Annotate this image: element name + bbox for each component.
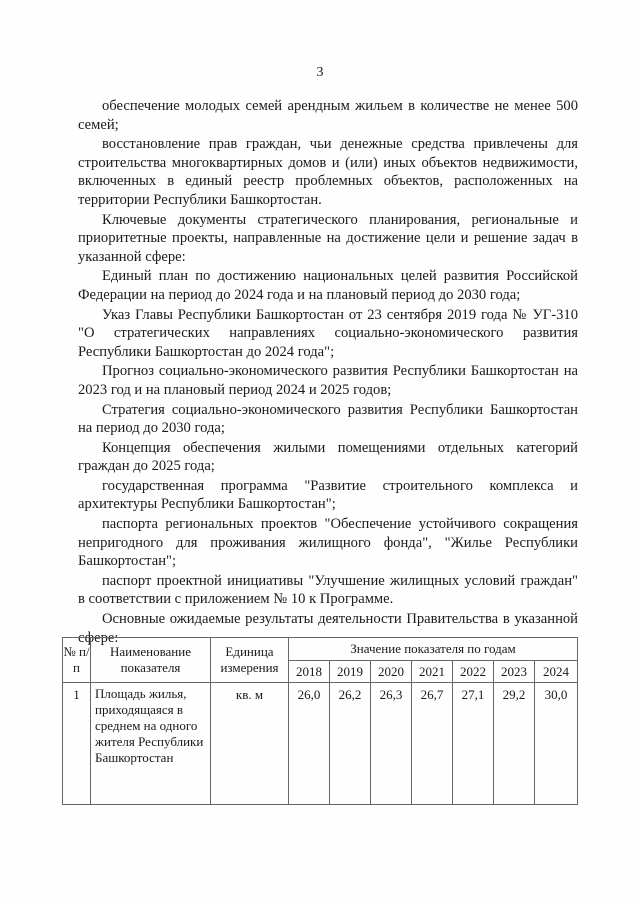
row-number: 1 [63, 683, 91, 805]
header-name: Наименование показателя [91, 638, 211, 683]
paragraph: восстановление прав граждан, чьи денежные средства привлечены для строительства многоквартирных домов и (или) иных объектов недвижимости, включенных в единый реестр проблемных объектов, расположенных на территории Республики Башкортостан. [78, 136, 578, 208]
table-row [63, 683, 578, 805]
header-number: № п/п [63, 638, 91, 683]
header-unit: Единица измерения [211, 638, 289, 683]
row-indicator-name: Площадь жилья, приходящаяся в среднем на одного жителя Республики Башкортостан [91, 683, 211, 805]
paragraph: Стратегия социально-экономического развития Республики Башкортостан на период до 2030 года; [78, 401, 578, 437]
header-year: 2022 [453, 661, 494, 683]
header-year: 2019 [330, 661, 371, 683]
header-year: 2020 [371, 661, 412, 683]
row-value: 26,0 [289, 683, 330, 805]
paragraph: Прогноз социально-экономического развития Республики Башкортостан на 2023 год и на плановый период 2024 и 2025 годов; [78, 363, 578, 398]
paragraph: Основные ожидаемые результаты деятельности Правительства в указанной сфере: [78, 611, 578, 646]
header-values-group: Значение показателя по годам [289, 638, 578, 661]
header-year: 2021 [412, 661, 453, 683]
row-value: 30,0 [535, 683, 578, 805]
paragraph: паспорт проектной инициативы "Улучшение жилищных условий граждан" в соответствии с приложением № 10 к Программе. [78, 572, 578, 608]
row-value: 29,2 [494, 683, 535, 805]
row-value: 26,2 [330, 683, 371, 805]
paragraph: Концепция обеспечения жилыми помещениями отдельных категорий граждан до 2025 года; [78, 439, 578, 475]
paragraph: государственная программа "Развитие строительного комплекса и архитектуры Республики Башкортостан"; [78, 477, 578, 513]
row-value: 26,3 [371, 683, 412, 805]
paragraph: Единый план по достижению национальных целей развития Российской Федерации на период до 2024 года и на плановый период до 2030 года; [78, 268, 578, 303]
paragraph: Указ Главы Республики Башкортостан от 23 сентября 2019 года № УГ-310 "О стратегических направлениях социально-экономического развития Республики Башкортостан до 2024 года"; [78, 306, 578, 360]
header-year: 2024 [535, 661, 578, 683]
row-unit: кв. м [211, 683, 289, 805]
row-value: 27,1 [453, 683, 494, 805]
row-value: 26,7 [412, 683, 453, 805]
header-year: 2018 [289, 661, 330, 683]
results-table [62, 637, 578, 805]
paragraph: Ключевые документы стратегического планирования, региональные и приоритетные проекты, направленные на достижение цели и решение задач в указанной сфере: [78, 211, 578, 265]
paragraph: паспорта региональных проектов "Обеспечение устойчивого сокращения непригодного для проживания жилищного фонда", "Жилье Республики Башкортостан"; [78, 516, 578, 570]
page-number: 3 [316, 65, 324, 80]
body-text [78, 97, 578, 648]
header-year: 2023 [494, 661, 535, 683]
paragraph: обеспечение молодых семей арендным жильем в количестве не менее 500 семей; [78, 98, 578, 133]
